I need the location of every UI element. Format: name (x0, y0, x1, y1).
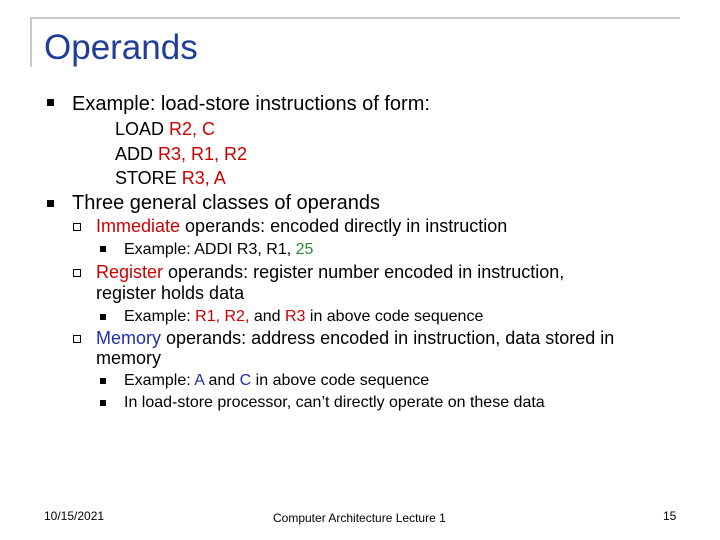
keyword-memory: Memory (96, 328, 162, 348)
example-immediate-value: 25 (295, 241, 314, 258)
slide-frame-left-line (30, 17, 32, 67)
keyword-register: Register (96, 262, 164, 282)
register-desc-line2: register holds data (96, 283, 245, 303)
memory-example-1 (124, 371, 429, 390)
code-line-load (115, 119, 215, 140)
footer-course: Computer Architecture Lecture 1 (273, 511, 446, 525)
immediate-example (124, 240, 313, 259)
register-example (124, 307, 483, 326)
sub-bullet-immediate (96, 216, 507, 237)
example-prefix: Example: ADDI R3, R1, (124, 241, 296, 258)
sub-bullet-open-square-icon (73, 269, 81, 277)
immediate-desc: operands: encoded directly in instruction (180, 216, 508, 236)
sub-bullet-open-square-icon (73, 335, 81, 343)
example-c: C (239, 372, 252, 389)
example-and: and (204, 372, 240, 389)
example-suffix: in above code sequence (305, 308, 484, 325)
bullet-square-icon (100, 246, 106, 252)
bullet-square-icon (100, 314, 106, 320)
code-args: R3, A (181, 168, 226, 188)
sub-bullet-register (96, 262, 564, 283)
code-op: STORE (115, 168, 177, 188)
code-op: ADD (115, 144, 154, 164)
keyword-immediate: Immediate (96, 216, 181, 236)
bullet-square-icon (100, 400, 106, 406)
example-r3: R3 (284, 308, 306, 325)
slide-title: Operands (44, 28, 198, 67)
memory-example-2: In load-store processor, can’t directly operate on these data (124, 394, 545, 411)
bullet-three-classes: Three general classes of operands (72, 192, 380, 214)
example-suffix: in above code sequence (251, 372, 430, 389)
footer-page-number: 15 (663, 509, 677, 523)
bullet-square-icon (100, 378, 106, 384)
memory-desc-line2: memory (96, 348, 162, 368)
footer-date: 10/15/2021 (44, 509, 105, 523)
example-a: A (194, 372, 205, 389)
code-op: LOAD (115, 119, 165, 139)
register-desc: operands: register number encoded in instruction, (163, 262, 565, 282)
slide-frame-top-line (30, 17, 680, 19)
code-line-store (115, 168, 226, 189)
example-prefix: Example: (124, 308, 196, 325)
sub-bullet-open-square-icon (73, 223, 81, 231)
bullet-square-icon (47, 200, 54, 207)
example-and: and (249, 308, 285, 325)
example-prefix: Example: (124, 372, 195, 389)
code-args: R3, R1, R2 (158, 144, 248, 164)
example-r1-r2: R1, R2, (195, 308, 250, 325)
memory-desc: operands: address encoded in instruction, data stored in (161, 328, 615, 348)
bullet-example-load-store: Example: load-store instructions of form: (72, 93, 430, 115)
bullet-square-icon (47, 99, 54, 106)
code-args: R2, C (169, 119, 216, 139)
code-line-add (115, 144, 247, 165)
sub-bullet-memory (96, 328, 614, 349)
